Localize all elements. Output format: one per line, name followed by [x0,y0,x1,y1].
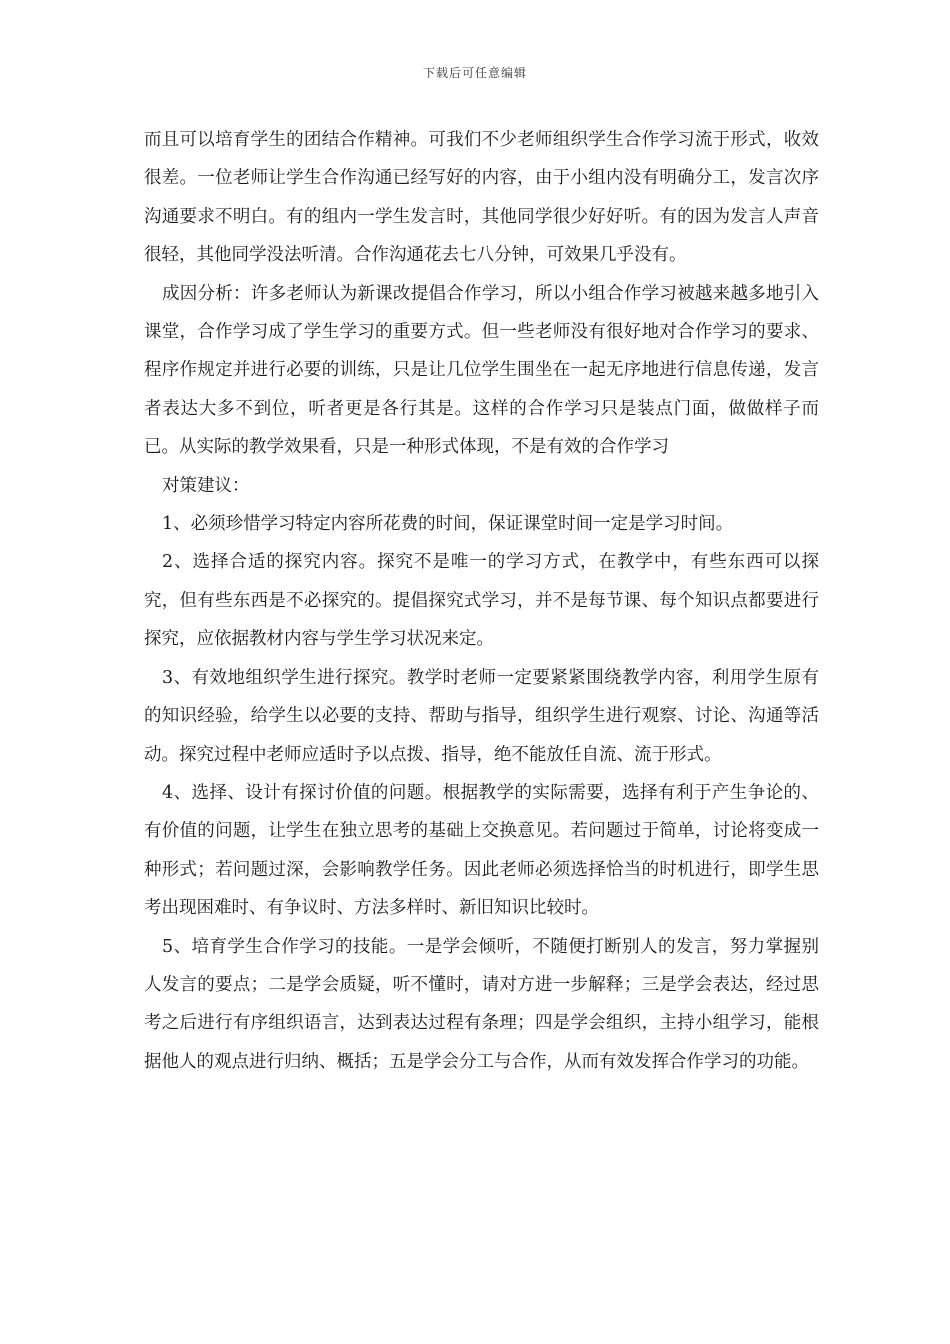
paragraph-cause-analysis: 成因分析：许多老师认为新课改提倡合作学习，所以小组合作学习被越来越多地引入课堂，合作学习成了学生学习的重要方式。但一些老师没有很好地对合作学习的要求、程序作规定并进行必要的训练，只是让几位学生围坐在一起无序地进行信息传递，发言者表达大多不到位，听者更是各行其是。这样的合作学习只是装点门面，做做样子而已。从实际的教学效果看，只是一种形式体现，不是有效的合作学习 [144,283,819,458]
paragraph-suggestion-4: 4、选择、设计有探讨价值的问题。根据教学的实际需要，选择有利于产生争论的、有价值的问题，让学生在独立思考的基础上交换意见。若问题过于简单，讨论将变成一种形式；若问题过深，会影响教学任务。因此老师必须选择恰当的时机进行，即学生思考出现困难时、有争议时、方法多样时、新旧知识比较时。 [144,782,819,919]
paragraph-1: 而且可以培育学生的团结合作精神。可我们不少老师组织学生合作学习流于形式，收效很差。一位老师让学生合作沟通已经写好的内容，由于小组内没有明确分工，发言次序沟通要求不明白。有的组内一学生发言时，其他同学很少好好听。有的因为发言人声音很轻，其他同学没法听清。合作沟通花去七八分钟，可效果几乎没有。 [144,130,819,266]
header-note: 下载后可任意编辑 [422,66,527,80]
paragraph-suggestion-5: 5、培育学生合作学习的技能。一是学会倾听，不随便打断别人的发言，努力掌握别人发言的要点；二是学会质疑，听不懂时，请对方进一步解释；三是学会表达，经过思考之后进行有序组织语言，达到表达过程有条理；四是学会组织，主持小组学习，能根据他人的观点进行归纳、概括；五是学会分工与合作，从而有效发挥合作学习的功能。 [144,936,819,1072]
document-body [144,121,819,1081]
paragraph-suggestion-3: 3、有效地组织学生进行探究。教学时老师一定要紧紧围绕教学内容，利用学生原有的知识经验，给学生以必要的支持、帮助与指导，组织学生进行观察、讨论、沟通等活动。探究过程中老师应适时予以点拨、指导，绝不能放任自流、流于形式。 [144,667,819,765]
paragraph-suggestion-2: 2、选择合适的探究内容。探究不是唯一的学习方式，在教学中，有些东西可以探究，但有些东西是不必探究的。提倡探究式学习，并不是每节课、每个知识点都要进行探究，应依据教材内容与学生学习状况来定。 [144,552,819,650]
paragraph-suggestion-1: 1、必须珍惜学习特定内容所花费的时间，保证课堂时间一定是学习时间。 [162,514,734,535]
paragraph-suggestions-heading: 对策建议： [162,475,250,496]
